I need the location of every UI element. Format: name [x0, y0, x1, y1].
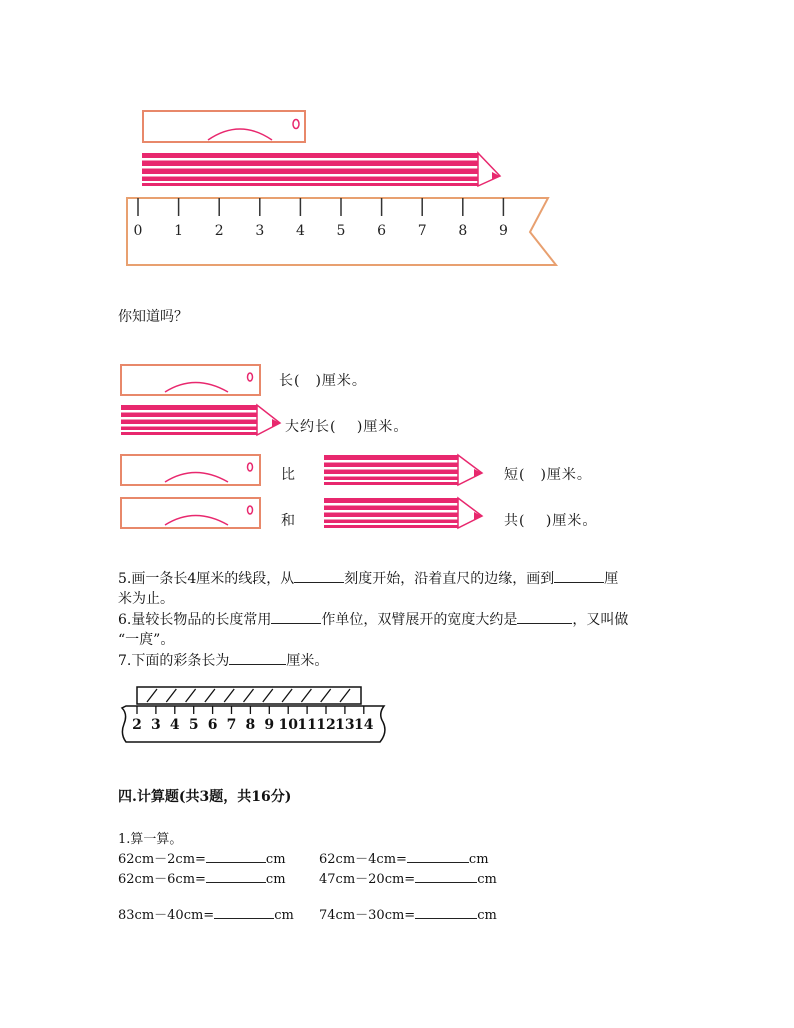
ruler-tick-label: 13 [335, 717, 355, 733]
eraser-icon [121, 455, 260, 485]
question-5-cont: 米为止。 [118, 591, 174, 607]
calc-item: 62cm－2cm= cm [118, 852, 286, 867]
row4-tail: 共( )厘米。 [504, 513, 598, 529]
answer-blank[interactable] [214, 906, 274, 919]
ruler-tick-label: 14 [354, 717, 374, 733]
calc-item: 83cm－40cm= cm [118, 908, 294, 923]
calc-item: 47cm－20cm= cm [319, 872, 497, 887]
ruler-tick-label: 12 [316, 717, 336, 733]
ruler-tick-label: 3 [255, 223, 265, 239]
question-5: 5.画一条长4厘米的线段，从 刻度开始，沿着直尺的边缘，画到 厘 [118, 568, 618, 588]
answer-blank[interactable] [415, 906, 477, 919]
ruler-tick-label: 0 [133, 223, 143, 239]
pencil-icon [324, 498, 482, 528]
ruler-icon [122, 706, 385, 742]
calc-title: 1.算一算。 [118, 832, 183, 847]
answer-blank[interactable] [229, 650, 286, 665]
ruler-tick-label: 2 [214, 223, 224, 239]
calc-item: 74cm－30cm= cm [319, 908, 497, 923]
pencil-icon [121, 405, 280, 435]
question-7: 7.下面的彩条长为 厘米。 [118, 650, 328, 670]
ruler-strip-figure [0, 684, 794, 754]
question-6: 6.量较长物品的长度常用 作单位，双臂展开的宽度大约是 ，又叫做 [118, 609, 628, 629]
section-heading: 你知道吗？ [118, 309, 188, 325]
strip-icon [137, 687, 361, 704]
ruler-tick-label: 9 [264, 717, 275, 733]
section4-title: 四.计算题(共3题，共16分) [118, 789, 292, 805]
ruler-tick-label: 6 [377, 223, 387, 239]
ruler-tick-label: 1 [174, 223, 184, 239]
ruler-tick-label: 7 [226, 717, 237, 733]
ruler-tick-label: 4 [169, 717, 180, 733]
answer-blank[interactable] [271, 609, 321, 624]
ruler-tick-label: 11 [297, 717, 317, 733]
ruler-tick-label: 5 [188, 717, 199, 733]
answer-blank[interactable] [206, 850, 266, 863]
answer-blank[interactable] [294, 568, 344, 583]
comparison-figures [0, 355, 794, 555]
row3-tail: 短( )厘米。 [504, 467, 592, 483]
ruler-tick-label: 6 [207, 717, 218, 733]
ruler-tick-label: 8 [245, 717, 256, 733]
question-6-cont: “一庹”。 [118, 632, 175, 648]
answer-blank[interactable] [407, 850, 469, 863]
ruler-tick-label: 8 [458, 223, 468, 239]
top-figure [0, 0, 794, 300]
calc-item: 62cm－4cm= cm [319, 852, 489, 867]
eraser-icon [121, 498, 260, 528]
ruler-tick-label: 4 [295, 223, 305, 239]
calc-item: 62cm－6cm= cm [118, 872, 286, 887]
row3-word: 比 [281, 467, 295, 483]
eraser-icon [121, 365, 260, 395]
ruler-tick-label: 5 [336, 223, 346, 239]
answer-blank[interactable] [554, 568, 604, 583]
ruler-tick-label: 9 [498, 223, 508, 239]
row2-text: 大约长( )厘米。 [285, 419, 409, 435]
row4-word: 和 [281, 513, 295, 529]
answer-blank[interactable] [517, 609, 572, 624]
pencil-icon [324, 455, 482, 485]
ruler-tick-label: 2 [132, 717, 142, 733]
ruler-tick-label: 10 [278, 717, 298, 733]
pencil-icon [142, 153, 500, 186]
ruler-tick-label: 3 [151, 717, 161, 733]
answer-blank[interactable] [206, 870, 266, 883]
eraser-icon [143, 111, 305, 142]
answer-blank[interactable] [415, 870, 477, 883]
ruler-tick-label: 7 [417, 223, 427, 239]
ruler-icon [127, 198, 556, 265]
row1-text: 长( )厘米。 [279, 373, 367, 389]
